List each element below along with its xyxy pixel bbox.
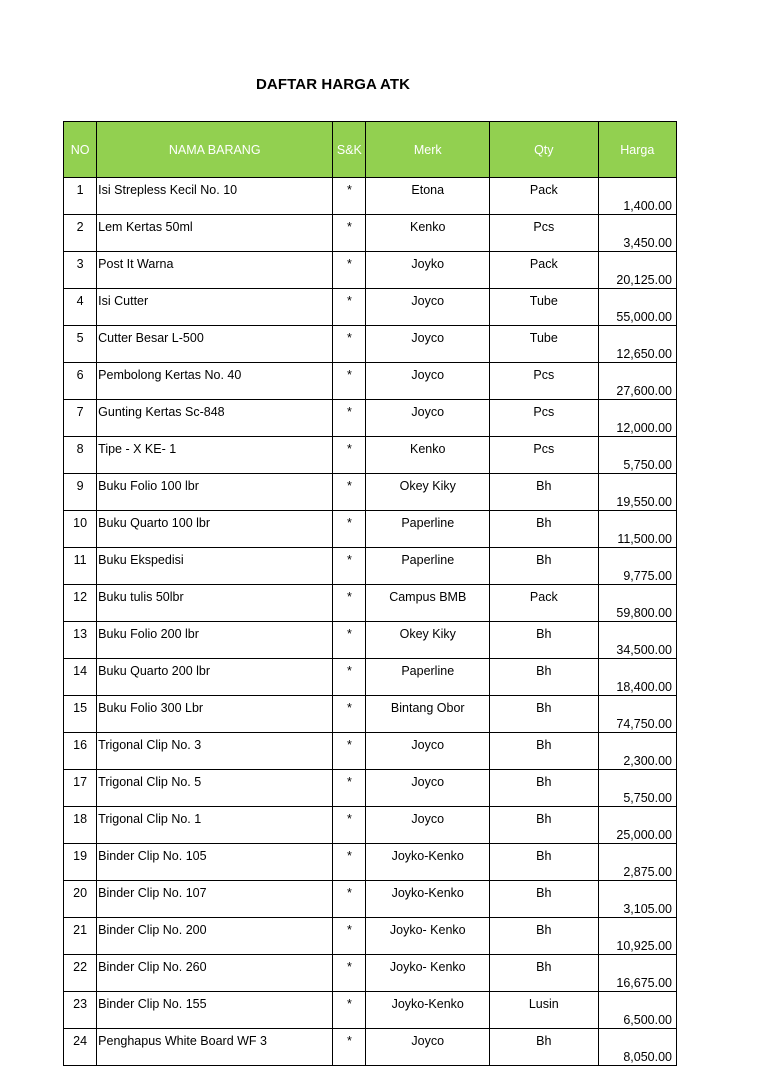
- price-cell: 12,650.00: [598, 326, 676, 363]
- table-row: [64, 807, 677, 844]
- brand-cell: Okey Kiky: [366, 474, 490, 511]
- brand-cell: Joyco: [366, 1029, 490, 1066]
- table-row: [64, 844, 677, 881]
- row-number-cell: 22: [64, 955, 97, 992]
- brand-cell: Campus BMB: [366, 585, 490, 622]
- qty-cell: Bh: [490, 696, 599, 733]
- qty-cell: Bh: [490, 918, 599, 955]
- row-number-cell: 19: [64, 844, 97, 881]
- row-number-cell: 14: [64, 659, 97, 696]
- qty-cell: Bh: [490, 1029, 599, 1066]
- qty-cell: Bh: [490, 733, 599, 770]
- row-number-cell: 12: [64, 585, 97, 622]
- price-cell: 3,105.00: [598, 881, 676, 918]
- price-cell: 9,775.00: [598, 548, 676, 585]
- item-name-cell: Buku tulis 50lbr: [97, 585, 333, 622]
- sk-cell: *: [333, 585, 366, 622]
- qty-cell: Pcs: [490, 363, 599, 400]
- qty-cell: Pack: [490, 178, 599, 215]
- table-row: [64, 1029, 677, 1066]
- price-cell: 12,000.00: [598, 400, 676, 437]
- table-row: [64, 289, 677, 326]
- qty-cell: Tube: [490, 289, 599, 326]
- price-cell: 8,050.00: [598, 1029, 676, 1066]
- brand-cell: Kenko: [366, 437, 490, 474]
- table-row: [64, 437, 677, 474]
- table-row: [64, 992, 677, 1029]
- item-name-cell: Pembolong Kertas No. 40: [97, 363, 333, 400]
- price-cell: 2,300.00: [598, 733, 676, 770]
- column-header-qty: Qty: [490, 122, 599, 178]
- price-cell: 59,800.00: [598, 585, 676, 622]
- item-name-cell: Binder Clip No. 105: [97, 844, 333, 881]
- price-cell: 2,875.00: [598, 844, 676, 881]
- table-row: [64, 770, 677, 807]
- price-cell: 1,400.00: [598, 178, 676, 215]
- row-number-cell: 6: [64, 363, 97, 400]
- price-cell: 74,750.00: [598, 696, 676, 733]
- qty-cell: Bh: [490, 474, 599, 511]
- column-header-sk: S&K: [333, 122, 366, 178]
- brand-cell: Joyko-Kenko: [366, 844, 490, 881]
- price-cell: 6,500.00: [598, 992, 676, 1029]
- sk-cell: *: [333, 918, 366, 955]
- price-cell: 27,600.00: [598, 363, 676, 400]
- qty-cell: Bh: [490, 659, 599, 696]
- sk-cell: *: [333, 844, 366, 881]
- column-header-no: NO: [64, 122, 97, 178]
- sk-cell: *: [333, 326, 366, 363]
- brand-cell: Joyko: [366, 252, 490, 289]
- qty-cell: Bh: [490, 844, 599, 881]
- brand-cell: Paperline: [366, 659, 490, 696]
- item-name-cell: Buku Folio 200 lbr: [97, 622, 333, 659]
- sk-cell: *: [333, 363, 366, 400]
- item-name-cell: Lem Kertas 50ml: [97, 215, 333, 252]
- row-number-cell: 5: [64, 326, 97, 363]
- qty-cell: Tube: [490, 326, 599, 363]
- price-cell: 16,675.00: [598, 955, 676, 992]
- item-name-cell: Penghapus White Board WF 3: [97, 1029, 333, 1066]
- column-header-nama-barang: NAMA BARANG: [97, 122, 333, 178]
- qty-cell: Bh: [490, 548, 599, 585]
- sk-cell: *: [333, 622, 366, 659]
- row-number-cell: 10: [64, 511, 97, 548]
- qty-cell: Bh: [490, 807, 599, 844]
- item-name-cell: Post It Warna: [97, 252, 333, 289]
- table-row: [64, 696, 677, 733]
- table-row: [64, 733, 677, 770]
- qty-cell: Bh: [490, 955, 599, 992]
- table-row: [64, 326, 677, 363]
- brand-cell: Joyco: [366, 733, 490, 770]
- table-row: [64, 955, 677, 992]
- sk-cell: *: [333, 289, 366, 326]
- brand-cell: Joyko- Kenko: [366, 955, 490, 992]
- brand-cell: Joyko- Kenko: [366, 918, 490, 955]
- row-number-cell: 7: [64, 400, 97, 437]
- row-number-cell: 4: [64, 289, 97, 326]
- column-header-merk: Merk: [366, 122, 490, 178]
- sk-cell: *: [333, 807, 366, 844]
- item-name-cell: Binder Clip No. 155: [97, 992, 333, 1029]
- brand-cell: Joyko-Kenko: [366, 992, 490, 1029]
- brand-cell: Joyco: [366, 807, 490, 844]
- brand-cell: Joyco: [366, 326, 490, 363]
- sk-cell: *: [333, 474, 366, 511]
- row-number-cell: 3: [64, 252, 97, 289]
- price-cell: 25,000.00: [598, 807, 676, 844]
- item-name-cell: Buku Folio 100 lbr: [97, 474, 333, 511]
- item-name-cell: Gunting Kertas Sc-848: [97, 400, 333, 437]
- price-cell: 11,500.00: [598, 511, 676, 548]
- item-name-cell: Trigonal Clip No. 1: [97, 807, 333, 844]
- brand-cell: Joyko-Kenko: [366, 881, 490, 918]
- table-row: [64, 474, 677, 511]
- qty-cell: Lusin: [490, 992, 599, 1029]
- brand-cell: Kenko: [366, 215, 490, 252]
- table-row: [64, 881, 677, 918]
- qty-cell: Bh: [490, 770, 599, 807]
- sk-cell: *: [333, 400, 366, 437]
- brand-cell: Etona: [366, 178, 490, 215]
- sk-cell: *: [333, 733, 366, 770]
- table-row: [64, 585, 677, 622]
- item-name-cell: Isi Cutter: [97, 289, 333, 326]
- table-row: [64, 363, 677, 400]
- price-cell: 34,500.00: [598, 622, 676, 659]
- item-name-cell: Binder Clip No. 107: [97, 881, 333, 918]
- qty-cell: Pack: [490, 252, 599, 289]
- sk-cell: *: [333, 548, 366, 585]
- brand-cell: Joyco: [366, 770, 490, 807]
- brand-cell: Joyco: [366, 289, 490, 326]
- sk-cell: *: [333, 992, 366, 1029]
- price-table: [63, 121, 677, 1066]
- price-cell: 20,125.00: [598, 252, 676, 289]
- sk-cell: *: [333, 659, 366, 696]
- row-number-cell: 15: [64, 696, 97, 733]
- price-cell: 55,000.00: [598, 289, 676, 326]
- brand-cell: Bintang Obor: [366, 696, 490, 733]
- sk-cell: *: [333, 252, 366, 289]
- qty-cell: Pcs: [490, 400, 599, 437]
- table-row: [64, 548, 677, 585]
- row-number-cell: 1: [64, 178, 97, 215]
- qty-cell: Bh: [490, 622, 599, 659]
- row-number-cell: 23: [64, 992, 97, 1029]
- sk-cell: *: [333, 955, 366, 992]
- item-name-cell: Binder Clip No. 260: [97, 955, 333, 992]
- sk-cell: *: [333, 215, 366, 252]
- page-title: DAFTAR HARGA ATK: [256, 76, 411, 93]
- item-name-cell: Buku Ekspedisi: [97, 548, 333, 585]
- table-row: [64, 178, 677, 215]
- row-number-cell: 17: [64, 770, 97, 807]
- row-number-cell: 24: [64, 1029, 97, 1066]
- sk-cell: *: [333, 696, 366, 733]
- brand-cell: Paperline: [366, 548, 490, 585]
- sk-cell: *: [333, 511, 366, 548]
- column-header-harga: Harga: [598, 122, 676, 178]
- sk-cell: *: [333, 770, 366, 807]
- brand-cell: Paperline: [366, 511, 490, 548]
- brand-cell: Okey Kiky: [366, 622, 490, 659]
- sk-cell: *: [333, 881, 366, 918]
- price-cell: 3,450.00: [598, 215, 676, 252]
- item-name-cell: Buku Quarto 100 lbr: [97, 511, 333, 548]
- row-number-cell: 9: [64, 474, 97, 511]
- header-row: [64, 122, 677, 178]
- sk-cell: *: [333, 178, 366, 215]
- item-name-cell: Tipe - X KE- 1: [97, 437, 333, 474]
- qty-cell: Pack: [490, 585, 599, 622]
- row-number-cell: 16: [64, 733, 97, 770]
- price-cell: 5,750.00: [598, 437, 676, 474]
- price-cell: 19,550.00: [598, 474, 676, 511]
- qty-cell: Bh: [490, 511, 599, 548]
- table-row: [64, 622, 677, 659]
- qty-cell: Pcs: [490, 437, 599, 474]
- table-body: [64, 178, 677, 1066]
- qty-cell: Bh: [490, 881, 599, 918]
- item-name-cell: Trigonal Clip No. 3: [97, 733, 333, 770]
- price-cell: 18,400.00: [598, 659, 676, 696]
- row-number-cell: 8: [64, 437, 97, 474]
- sk-cell: *: [333, 1029, 366, 1066]
- table-row: [64, 400, 677, 437]
- table-row: [64, 918, 677, 955]
- brand-cell: Joyco: [366, 400, 490, 437]
- price-cell: 10,925.00: [598, 918, 676, 955]
- qty-cell: Pcs: [490, 215, 599, 252]
- table-row: [64, 215, 677, 252]
- item-name-cell: Buku Folio 300 Lbr: [97, 696, 333, 733]
- brand-cell: Joyco: [366, 363, 490, 400]
- item-name-cell: Cutter Besar L-500: [97, 326, 333, 363]
- table-row: [64, 252, 677, 289]
- item-name-cell: Isi Strepless Kecil No. 10: [97, 178, 333, 215]
- row-number-cell: 18: [64, 807, 97, 844]
- table-row: [64, 511, 677, 548]
- price-cell: 5,750.00: [598, 770, 676, 807]
- row-number-cell: 21: [64, 918, 97, 955]
- table-row: [64, 659, 677, 696]
- item-name-cell: Trigonal Clip No. 5: [97, 770, 333, 807]
- row-number-cell: 11: [64, 548, 97, 585]
- row-number-cell: 13: [64, 622, 97, 659]
- item-name-cell: Buku Quarto 200 lbr: [97, 659, 333, 696]
- table-header: [64, 122, 677, 178]
- row-number-cell: 20: [64, 881, 97, 918]
- row-number-cell: 2: [64, 215, 97, 252]
- item-name-cell: Binder Clip No. 200: [97, 918, 333, 955]
- sk-cell: *: [333, 437, 366, 474]
